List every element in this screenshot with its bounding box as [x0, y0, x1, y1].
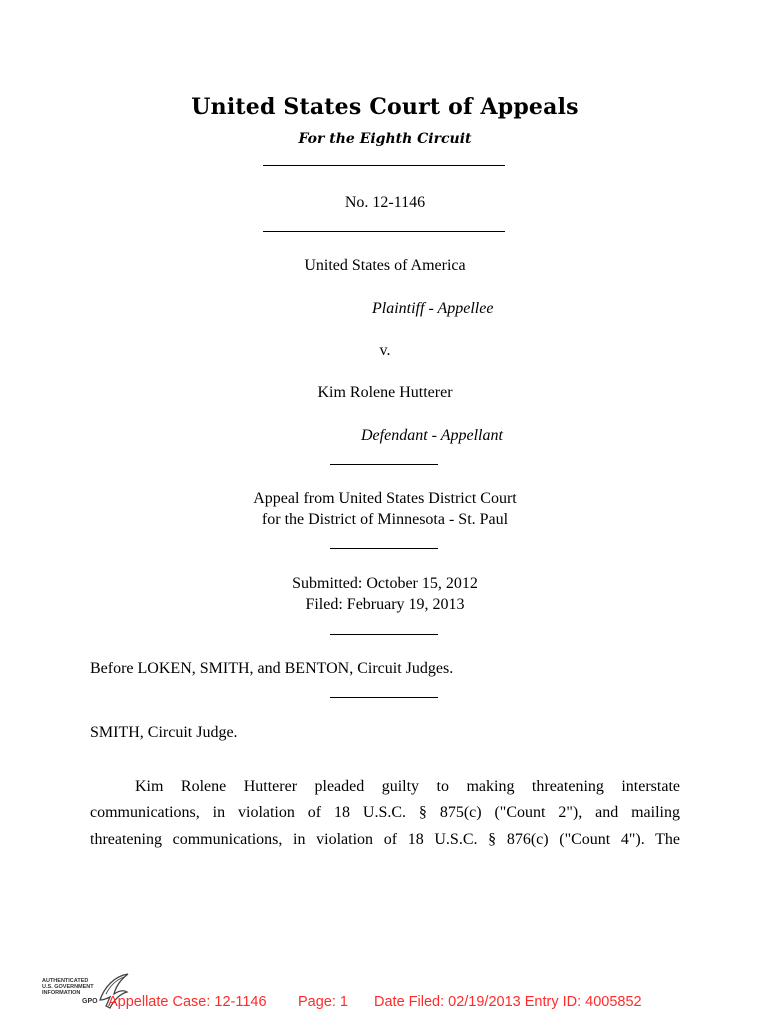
- footer-date-filed: Date Filed: 02/19/2013 Entry ID: 4005852: [374, 994, 642, 1010]
- defendant-role: Defendant - Appellant: [361, 427, 503, 444]
- panel-line: Before LOKEN, SMITH, and BENTON, Circuit Judges.: [90, 660, 454, 677]
- versus: v.: [379, 342, 391, 359]
- opinion-line-3: threatening communications, in violation of 18 U.S.C. § 876(c) ("Count 4"). The: [90, 831, 680, 848]
- appeal-rule: [330, 548, 438, 549]
- seal-text-2: U.S. GOVERNMENT: [42, 984, 94, 990]
- panel-rule: [330, 697, 438, 698]
- appeal-line-1: Appeal from United States District Court: [253, 490, 517, 507]
- dates-rule: [330, 634, 438, 635]
- seal-text-1: AUTHENTICATED: [42, 978, 89, 984]
- opinion-line-1: Kim Rolene Hutterer pleaded guilty to making threatening interstate: [135, 778, 680, 795]
- plaintiff-role: Plaintiff - Appellee: [372, 300, 494, 317]
- header-rule: [263, 165, 505, 166]
- plaintiff-name: United States of America: [304, 257, 466, 274]
- seal-text-3: INFORMATION: [42, 990, 81, 996]
- submitted-date: Submitted: October 15, 2012: [292, 575, 478, 592]
- parties-rule: [330, 464, 438, 465]
- case-number-rule: [263, 231, 505, 232]
- case-number: No. 12-1146: [344, 194, 426, 211]
- appeal-line-2: for the District of Minnesota - St. Paul: [261, 511, 509, 528]
- opinion-line-2: communications, in violation of 18 U.S.C. § 875(c) ("Count 2"), and mailing: [90, 804, 680, 821]
- defendant-name: Kim Rolene Hutterer: [317, 384, 453, 401]
- court-title: United States Court of Appeals: [191, 94, 579, 120]
- footer-case: Appellate Case: 12-1146: [108, 994, 267, 1010]
- opinion-author: SMITH, Circuit Judge.: [90, 724, 238, 741]
- filed-date: Filed: February 19, 2013: [305, 596, 465, 613]
- footer-page: Page: 1: [298, 994, 348, 1010]
- circuit-subtitle: For the Eighth Circuit: [298, 131, 472, 147]
- seal-mark: GPO: [82, 998, 98, 1005]
